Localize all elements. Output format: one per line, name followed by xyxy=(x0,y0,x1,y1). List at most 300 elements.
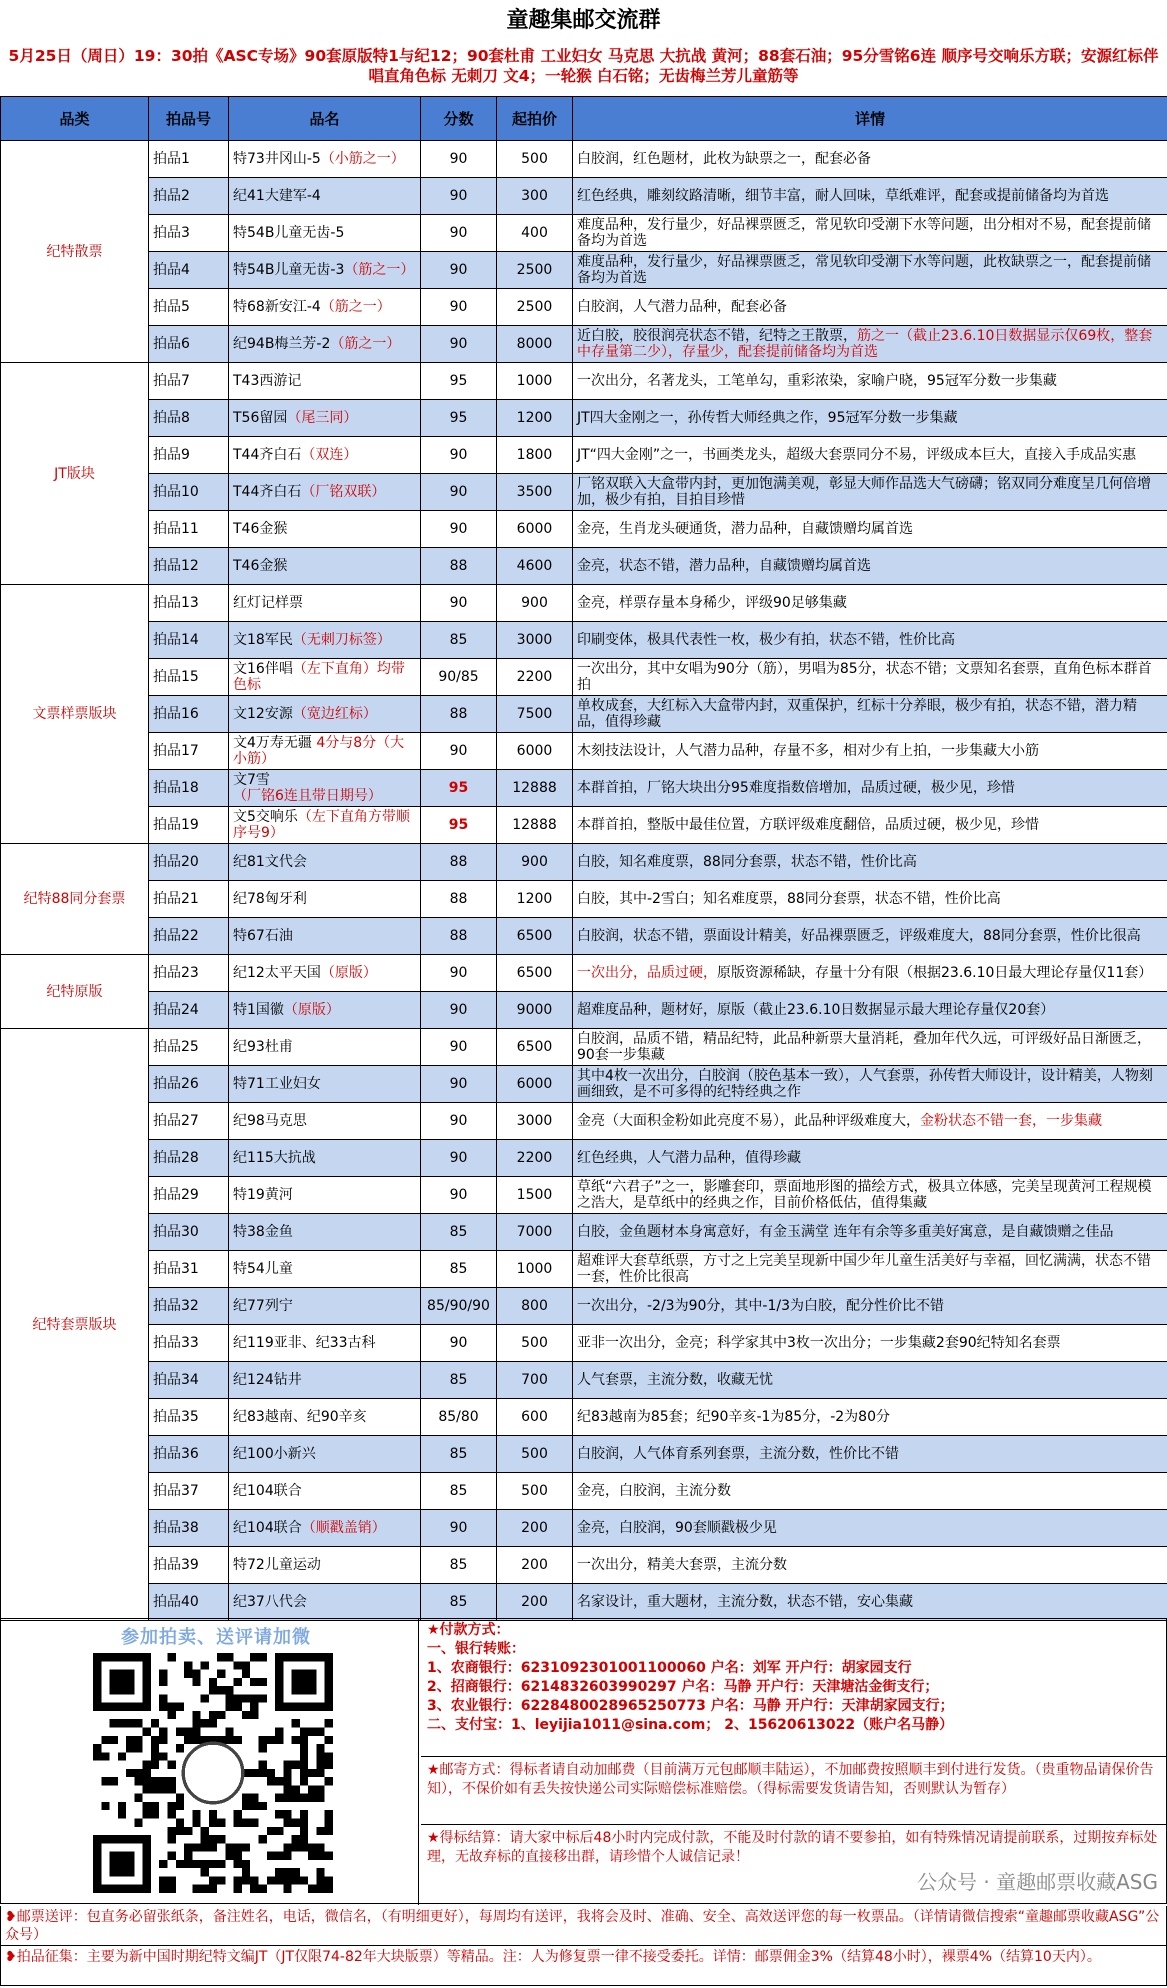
lot-name-cell xyxy=(229,548,421,585)
lot-name: 纪81文代会 xyxy=(233,854,307,870)
lot-detail-cell xyxy=(573,918,1167,955)
lot-detail: 印刷变体，极具代表性一枚，极少有拍，状态不错，性价比高 xyxy=(577,632,955,648)
lot-start-price: 2500 xyxy=(497,252,573,289)
lot-name-cell xyxy=(229,955,421,992)
lot-detail: 本群首拍，整版中最佳位置，方联评级难度翻倍，品质过硬，极少见，珍惜 xyxy=(577,817,1039,833)
lot-score: 88 xyxy=(421,918,497,955)
lot-score: 90 xyxy=(421,1510,497,1547)
lot-detail-cell xyxy=(573,1436,1167,1473)
lot-number: 拍品14 xyxy=(149,622,229,659)
lot-name-cell xyxy=(229,918,421,955)
lot-start-price: 1200 xyxy=(497,881,573,918)
lot-number: 拍品7 xyxy=(149,363,229,400)
lot-name: 纪93杜甫 xyxy=(233,1039,293,1055)
lot-number: 拍品13 xyxy=(149,585,229,622)
lot-score: 90 xyxy=(421,215,497,252)
lot-name: 特73井冈山-5 xyxy=(233,151,321,167)
table-row xyxy=(1,1399,1167,1436)
lot-name: 红灯记样票 xyxy=(233,595,303,611)
lot-detail: 难度品种，发行量少，好品裸票匮乏，常见软印受潮下水等问题，出分相对不易，配套提前储备均为首选 xyxy=(577,217,1151,249)
lot-name-cell xyxy=(229,511,421,548)
lot-number: 拍品1 xyxy=(149,141,229,178)
lot-start-price: 7000 xyxy=(497,1214,573,1251)
lot-name-cell xyxy=(229,585,421,622)
lot-detail-cell xyxy=(573,955,1167,992)
table-row xyxy=(1,1436,1167,1473)
lot-score: 85/90/90 xyxy=(421,1288,497,1325)
lot-detail: 厂铭双联入大盒带内封，更加饱满美观，彰显大师作品选大气磅礴；铭双同分难度呈几何倍增加，极少有拍，目拍目珍惜 xyxy=(577,476,1151,508)
table-row xyxy=(1,659,1167,696)
lot-note: （无刺刀标签） xyxy=(292,632,391,648)
lot-detail: 金亮，状态不错，潜力品种，自藏馈赠均属首选 xyxy=(577,558,871,574)
table-row xyxy=(1,1251,1167,1288)
lot-start-price: 8000 xyxy=(497,326,573,363)
lot-number: 拍品22 xyxy=(149,918,229,955)
table-row xyxy=(1,363,1167,400)
table-row xyxy=(1,178,1167,215)
lot-start-price: 1000 xyxy=(497,363,573,400)
table-row xyxy=(1,1473,1167,1510)
lot-detail-cell xyxy=(573,400,1167,437)
lot-score: 95 xyxy=(421,363,497,400)
lot-score: 90 xyxy=(421,178,497,215)
lot-score: 95 xyxy=(421,807,497,844)
lot-name-cell xyxy=(229,1325,421,1362)
lot-name: 特54B儿童无齿-3 xyxy=(233,262,345,278)
lot-detail: 金亮，白胶润，90套顺戳极少见 xyxy=(577,1520,777,1536)
lot-score: 90 xyxy=(421,1066,497,1103)
col-header-score: 分数 xyxy=(421,97,497,141)
lot-name-cell xyxy=(229,1103,421,1140)
lot-detail: 白胶，知名难度票，88同分套票，状态不错，性价比高 xyxy=(577,854,917,870)
lot-detail-cell xyxy=(573,363,1167,400)
lot-start-price: 500 xyxy=(497,1325,573,1362)
lot-name-cell xyxy=(229,141,421,178)
table-row xyxy=(1,511,1167,548)
lot-start-price: 6500 xyxy=(497,1029,573,1066)
lot-detail: 超难评大套草纸票，方寸之上完美呈现新中国少年儿童生活美好与幸福，回忆满满，状态不错一套，性价比很高 xyxy=(577,1253,1151,1285)
lot-score: 85 xyxy=(421,1214,497,1251)
lot-start-price: 2200 xyxy=(497,659,573,696)
table-row xyxy=(1,1029,1167,1066)
table-row xyxy=(1,215,1167,252)
lot-start-price: 2500 xyxy=(497,289,573,326)
lot-start-price: 500 xyxy=(497,141,573,178)
lot-detail: 白胶润，人气潜力品种，配套必备 xyxy=(577,299,787,315)
footer-submit-grading: ❥邮票送评：包直务必留张纸条，备注姓名，电话，微信名，（有明细更好），每周均有送评，我将会及时、准确、安全、高效送评您的每一枚票品。（详情请微信搜索“童趣邮票收藏ASG”公众号） xyxy=(0,1906,1167,1946)
lot-detail-cell xyxy=(573,437,1167,474)
lot-detail: 一次出分，精美大套票，主流分数 xyxy=(577,1557,787,1573)
lot-score: 85 xyxy=(421,1547,497,1584)
lot-name-cell xyxy=(229,659,421,696)
table-row xyxy=(1,1584,1167,1621)
lot-score: 90 xyxy=(421,511,497,548)
lot-number: 拍品30 xyxy=(149,1214,229,1251)
lot-name: 纪78匈牙利 xyxy=(233,891,307,907)
lot-name: T44齐白石 xyxy=(233,484,302,500)
lot-note: （顺戳盖销） xyxy=(301,1520,386,1536)
lot-number: 拍品4 xyxy=(149,252,229,289)
lot-start-price: 200 xyxy=(497,1547,573,1584)
lot-name: 纪12太平天国 xyxy=(233,965,321,981)
lot-detail-cell xyxy=(573,807,1167,844)
lot-name-cell xyxy=(229,1510,421,1547)
lot-detail-cell xyxy=(573,474,1167,511)
lot-detail: 纪83越南为85套；纪90辛亥-1为85分，-2为80分 xyxy=(577,1409,890,1425)
lot-detail: 本群首拍，厂铭大块出分95难度指数倍增加，品质过硬，极少见，珍惜 xyxy=(577,780,1015,796)
category-cell: 文票样票版块 xyxy=(1,585,149,844)
lot-number: 拍品11 xyxy=(149,511,229,548)
lot-name: 特72儿童运动 xyxy=(233,1557,321,1573)
table-row xyxy=(1,289,1167,326)
lot-number: 拍品20 xyxy=(149,844,229,881)
lot-note: （厂铭6连且带日期号） xyxy=(233,788,382,804)
lot-note: （原版） xyxy=(320,965,377,981)
lot-number: 拍品8 xyxy=(149,400,229,437)
lot-detail-extra: 原版资源稀缺，存量十分有限（根据23.6.10日最大理论存量仅11套） xyxy=(717,965,1153,981)
lot-number: 拍品17 xyxy=(149,733,229,770)
lot-detail-cell xyxy=(573,289,1167,326)
lot-name: 纪100小新兴 xyxy=(233,1446,316,1462)
lot-note: 4分与8分（大小筋） xyxy=(233,735,405,767)
lot-number: 拍品26 xyxy=(149,1066,229,1103)
lot-name: 文18军民 xyxy=(233,632,293,648)
table-row xyxy=(1,1177,1167,1214)
lot-name: T43西游记 xyxy=(233,373,302,389)
lot-number: 拍品21 xyxy=(149,881,229,918)
lot-note: （左下直角）均带色标 xyxy=(233,661,405,693)
lot-name: 纪104联合 xyxy=(233,1483,302,1499)
lot-name: 文4万寿无疆 xyxy=(233,735,312,751)
lot-name-cell xyxy=(229,1473,421,1510)
table-row xyxy=(1,400,1167,437)
lot-name-cell xyxy=(229,326,421,363)
lots-table xyxy=(0,96,1167,1621)
lot-detail-cell xyxy=(573,1362,1167,1399)
table-row xyxy=(1,252,1167,289)
lot-name: 纪119亚非、纪33古科 xyxy=(233,1335,376,1351)
lot-detail-cell xyxy=(573,1584,1167,1621)
lot-score: 90 xyxy=(421,585,497,622)
lot-name-cell xyxy=(229,252,421,289)
col-header-lot: 拍品号 xyxy=(149,97,229,141)
lot-start-price: 200 xyxy=(497,1510,573,1547)
lot-number: 拍品40 xyxy=(149,1584,229,1621)
lot-detail-highlight: 一次出分，品质过硬， xyxy=(577,965,717,981)
payment-title: ★付款方式： xyxy=(427,1622,510,1638)
table-row xyxy=(1,1214,1167,1251)
qr-title: 参加拍卖、送评请加微 xyxy=(121,1627,311,1648)
lot-detail-cell xyxy=(573,1251,1167,1288)
lot-detail: JT四大金刚之一，孙传哲大师经典之作，95冠军分数一步集藏 xyxy=(577,410,958,426)
table-row xyxy=(1,1103,1167,1140)
lot-detail-cell xyxy=(573,881,1167,918)
lot-detail: 红色经典，人气潜力品种，值得珍藏 xyxy=(577,1150,801,1166)
lot-detail: 白胶润，红色题材，此枚为缺票之一，配套必备 xyxy=(577,151,871,167)
lot-start-price: 6500 xyxy=(497,955,573,992)
lot-name: 特71工业妇女 xyxy=(233,1076,321,1092)
lot-start-price: 500 xyxy=(497,1436,573,1473)
lots-body xyxy=(1,141,1167,1621)
lot-detail: 亚非一次出分，金亮；科学家其中3枚一次出分；一步集藏2套90纪特知名套票 xyxy=(577,1335,1061,1351)
lot-detail-cell xyxy=(573,992,1167,1029)
lot-score: 95 xyxy=(421,770,497,807)
mail-info: ★邮寄方式：得标者请自动加邮费（目前满万元包邮顺丰陆运），不加邮费按照顺丰到付进行发货。（贵重物品请保价告知），不保价如有丢失按快递公司实际赔偿标准赔偿。（得标需要发货请告知，否则默认为暂存） xyxy=(421,1759,1166,1825)
lot-detail-cell xyxy=(573,1214,1167,1251)
lot-name: 文16伴唱 xyxy=(233,661,293,677)
lot-start-price: 3500 xyxy=(497,474,573,511)
table-row xyxy=(1,1510,1167,1547)
lot-start-price: 6500 xyxy=(497,918,573,955)
lot-detail-cell xyxy=(573,696,1167,733)
lot-detail-cell xyxy=(573,1177,1167,1214)
lot-detail-cell xyxy=(573,844,1167,881)
table-row xyxy=(1,1325,1167,1362)
lot-name-cell xyxy=(229,622,421,659)
lot-start-price: 4600 xyxy=(497,548,573,585)
lot-score: 85/80 xyxy=(421,1399,497,1436)
lot-start-price: 6000 xyxy=(497,511,573,548)
lot-score: 88 xyxy=(421,548,497,585)
lot-start-price: 900 xyxy=(497,585,573,622)
lot-detail-highlight: 筋之一（截止23.6.10日数据显示仅69枚，整套中存量第二少），存量少，配套提前储备均为首选 xyxy=(577,328,1153,360)
lot-detail: 难度品种，发行量少，好品裸票匮乏，常见软印受潮下水等问题，此枚缺票之一，配套提前储备均为首选 xyxy=(577,254,1151,286)
lot-score: 85 xyxy=(421,1436,497,1473)
lot-name-cell xyxy=(229,1251,421,1288)
lot-detail-highlight: 金粉状态不错一套，一步集藏 xyxy=(920,1113,1102,1129)
lot-name-cell xyxy=(229,1140,421,1177)
lot-number: 拍品3 xyxy=(149,215,229,252)
table-row xyxy=(1,1547,1167,1584)
lot-name-cell xyxy=(229,178,421,215)
lot-name-cell xyxy=(229,400,421,437)
table-row xyxy=(1,955,1167,992)
lot-note: （厂铭双联） xyxy=(301,484,386,500)
lot-start-price: 800 xyxy=(497,1288,573,1325)
lot-detail: 白胶，其中-2雪白；知名难度票，88同分套票，状态不错，性价比高 xyxy=(577,891,1001,907)
lot-name-cell xyxy=(229,215,421,252)
lot-start-price: 700 xyxy=(497,1362,573,1399)
qr-section xyxy=(1,1619,419,1905)
lot-number: 拍品33 xyxy=(149,1325,229,1362)
lot-detail: JT“四大金刚”之一，书画类龙头，超级大套票同分不易，评级成本巨大，直接入手成品实惠 xyxy=(577,447,1137,463)
lot-number: 拍品12 xyxy=(149,548,229,585)
lot-detail-cell xyxy=(573,1510,1167,1547)
lot-note: （尾三同） xyxy=(287,410,358,426)
bank-2: 2、招商银行：6214832603990297 户名：马静 开户行：天津塘沽金街支行； xyxy=(427,1679,939,1695)
lot-name: 纪41大建军-4 xyxy=(233,188,321,204)
bank-1: 1、农商银行：6231092301001100060 户名：刘军 开户行：胡家园支行 xyxy=(427,1660,912,1676)
lot-start-price: 12888 xyxy=(497,807,573,844)
lot-note: （双连） xyxy=(301,447,358,463)
table-row xyxy=(1,474,1167,511)
lot-detail-cell xyxy=(573,511,1167,548)
page-title: 童趣集邮交流群 xyxy=(506,8,661,33)
col-header-detail: 详情 xyxy=(573,97,1167,141)
lot-name-cell xyxy=(229,1066,421,1103)
lot-note: （筋之一） xyxy=(330,336,401,352)
table-row xyxy=(1,770,1167,807)
col-header-price: 起拍价 xyxy=(497,97,573,141)
lot-note: （小筋之一） xyxy=(320,151,405,167)
lot-start-price: 1500 xyxy=(497,1177,573,1214)
lot-detail: 木刻技法设计，人气潜力品种，存量不多，相对少有上拍，一步集藏大小筋 xyxy=(577,743,1039,759)
lot-score: 90 xyxy=(421,733,497,770)
lot-detail: 金亮，白胶润，主流分数 xyxy=(577,1483,731,1499)
watermark: 公众号 · 童趣邮票收藏ASG xyxy=(917,1870,1158,1894)
lot-detail: 其中4枚一次出分，白胶润（胶色基本一致），人气套票，孙传哲大师设计，设计精美，人物刻画细致，是不可多得的纪特经典之作 xyxy=(577,1068,1153,1100)
lot-number: 拍品15 xyxy=(149,659,229,696)
lot-number: 拍品39 xyxy=(149,1547,229,1584)
lot-detail: 一次出分，其中女唱为90分（筋），男唱为85分，状态不错；文票知名套票，直角色标本群首拍 xyxy=(577,661,1152,693)
lot-name-cell xyxy=(229,1177,421,1214)
payment-section xyxy=(421,1619,1166,1905)
lot-name-cell xyxy=(229,992,421,1029)
footer-lot-collection: ❥拍品征集：主要为新中国时期纪特文编JT（JT仅限74-82年大块版票）等精品。注：人为修复票一律不接受委托。详情：邮票佣金3%（结算48小时），裸票4%（结算10天内）。 xyxy=(0,1946,1167,1986)
lot-score: 90 xyxy=(421,437,497,474)
lot-start-price: 600 xyxy=(497,1399,573,1436)
lot-detail-cell xyxy=(573,178,1167,215)
lot-note: （原版） xyxy=(283,1002,340,1018)
lot-name: 纪124钻井 xyxy=(233,1372,302,1388)
alipay-info: 二、支付宝：1、leyijia1011@sina.com； 2、15620613022（账户名马静） xyxy=(427,1717,954,1733)
lot-detail-cell xyxy=(573,141,1167,178)
lot-name-cell xyxy=(229,474,421,511)
lot-number: 拍品10 xyxy=(149,474,229,511)
lot-number: 拍品37 xyxy=(149,1473,229,1510)
table-row xyxy=(1,992,1167,1029)
lot-number: 拍品28 xyxy=(149,1140,229,1177)
lot-detail-cell xyxy=(573,659,1167,696)
category-cell: 纪特原版 xyxy=(1,955,149,1029)
lot-detail: 红色经典，雕刻纹路清晰，细节丰富，耐人回味，草纸难评，配套或提前储备均为首选 xyxy=(577,188,1109,204)
lot-start-price: 7500 xyxy=(497,696,573,733)
lot-name-cell xyxy=(229,1547,421,1584)
lot-number: 拍品29 xyxy=(149,1177,229,1214)
lot-score: 85 xyxy=(421,1251,497,1288)
lot-detail: 草纸“六君子”之一，影雕套印，票面地形图的描绘方式，极具立体感，完美呈现黄河工程规模之浩大，是草纸中的经典之作，目前价格低估，值得集藏 xyxy=(577,1179,1152,1211)
lot-name: 特54儿童 xyxy=(233,1261,293,1277)
lot-detail-cell xyxy=(573,252,1167,289)
lot-name-cell xyxy=(229,1584,421,1621)
lot-score: 90 xyxy=(421,955,497,992)
lot-detail: 白胶润，状态不错，票面设计精美，好品裸票匮乏，评级难度大，88同分套票，性价比很高 xyxy=(577,928,1141,944)
lot-name: T56留园 xyxy=(233,410,288,426)
lot-name: 特67石油 xyxy=(233,928,293,944)
lot-name: 纪77列宁 xyxy=(233,1298,293,1314)
lot-score: 85 xyxy=(421,1362,497,1399)
lot-start-price: 2200 xyxy=(497,1140,573,1177)
lot-number: 拍品16 xyxy=(149,696,229,733)
table-row xyxy=(1,844,1167,881)
lot-detail: 白胶，金鱼题材本身寓意好，有金玉满堂 连年有余等多重美好寓意，是自藏馈赠之佳品 xyxy=(577,1224,1114,1240)
lot-score: 90 xyxy=(421,1177,497,1214)
auction-subtitle: 5月25日（周日）19：30拍《ASC专场》90套原版特1与纪12；90套杜甫 工业妇女 马克思 大抗战 黄河；88套石油；95分雪铭6连 顺序号交响乐方联；安源红标伴唱直角色标 无刺刀 文4；一轮猴 白石铭；无齿梅兰芳儿童筋等 xyxy=(8,47,1159,85)
lot-number: 拍品18 xyxy=(149,770,229,807)
lot-detail-cell xyxy=(573,1325,1167,1362)
lot-start-price: 12888 xyxy=(497,770,573,807)
lot-detail-cell xyxy=(573,1140,1167,1177)
lot-detail-cell xyxy=(573,1399,1167,1436)
table-row xyxy=(1,622,1167,659)
lot-name: 特19黄河 xyxy=(233,1187,293,1203)
lot-name-cell xyxy=(229,289,421,326)
lot-start-price: 1200 xyxy=(497,400,573,437)
lot-detail-cell xyxy=(573,622,1167,659)
lot-detail-cell xyxy=(573,1103,1167,1140)
lot-name-cell xyxy=(229,1214,421,1251)
lot-number: 拍品9 xyxy=(149,437,229,474)
lot-detail-cell xyxy=(573,1547,1167,1584)
table-row xyxy=(1,1140,1167,1177)
lot-name: 特54B儿童无齿-5 xyxy=(233,225,345,241)
lot-name: 纪94B梅兰芳-2 xyxy=(233,336,331,352)
lot-name: 纪98马克思 xyxy=(233,1113,307,1129)
lot-note: （宽边红标） xyxy=(292,706,377,722)
lot-start-price: 9000 xyxy=(497,992,573,1029)
lot-number: 拍品34 xyxy=(149,1362,229,1399)
lot-start-price: 200 xyxy=(497,1584,573,1621)
lot-name-cell xyxy=(229,807,421,844)
lot-name: T44齐白石 xyxy=(233,447,302,463)
lot-score: 90/85 xyxy=(421,659,497,696)
lot-number: 拍品35 xyxy=(149,1399,229,1436)
lot-detail: 名家设计，重大题材，主流分数，状态不错，安心集藏 xyxy=(577,1594,913,1610)
lot-detail: 近白胶，胶很润亮状态不错，纪特之王散票， xyxy=(577,328,857,344)
lot-score: 88 xyxy=(421,844,497,881)
lot-note: （筋之一） xyxy=(344,262,415,278)
lot-note: （筋之一） xyxy=(320,299,391,315)
lot-note: （左下直角方带顺序号9） xyxy=(233,809,410,841)
lot-start-price: 1800 xyxy=(497,437,573,474)
lot-name-cell xyxy=(229,1029,421,1066)
table-row xyxy=(1,585,1167,622)
table-row xyxy=(1,807,1167,844)
lot-detail: 单枚成套，大红标入大盒带内封，双重保护，红标十分养眼，极少有拍，状态不错，潜力精品，值得珍藏 xyxy=(577,698,1137,730)
lot-detail: 一次出分，名著龙头，工笔单勾，重彩浓染，家喻户晓，95冠军分数一步集藏 xyxy=(577,373,1057,389)
lot-score: 90 xyxy=(421,1103,497,1140)
lot-score: 88 xyxy=(421,881,497,918)
lot-detail: 金亮，生肖龙头硬通货，潜力品种，自藏馈赠均属首选 xyxy=(577,521,913,537)
lot-name: 纪37八代会 xyxy=(233,1594,307,1610)
wechat-qr-code[interactable] xyxy=(93,1653,333,1893)
lot-score: 90 xyxy=(421,1140,497,1177)
lot-name: 文5交响乐 xyxy=(233,809,298,825)
lot-detail-cell xyxy=(573,1029,1167,1066)
lot-score: 90 xyxy=(421,289,497,326)
lot-name: 文7雪 xyxy=(233,772,270,788)
lot-number: 拍品36 xyxy=(149,1436,229,1473)
bank-title: 一、银行转账： xyxy=(427,1641,525,1657)
lot-detail-cell xyxy=(573,1288,1167,1325)
lot-name-cell xyxy=(229,733,421,770)
settle-info: ★得标结算：请大家中标后48小时内完成付款，不能及时付款的请不要参拍，如有特殊情况请提前联系，过期按弃标处理，无故弃标的直接移出群，请珍惜个人诚信记录！ xyxy=(427,1830,1158,1865)
lot-detail-cell xyxy=(573,215,1167,252)
lot-number: 拍品31 xyxy=(149,1251,229,1288)
lot-number: 拍品23 xyxy=(149,955,229,992)
lot-detail: 金亮（大面积金粉如此亮度不易），此品种评级难度大， xyxy=(577,1113,920,1129)
lot-number: 拍品25 xyxy=(149,1029,229,1066)
lot-name-cell xyxy=(229,844,421,881)
lot-score: 85 xyxy=(421,1473,497,1510)
lot-name: 纪83越南、纪90辛亥 xyxy=(233,1409,367,1425)
lot-detail: 一次出分，-2/3为90分，其中-1/3为白胶，配分性价比不错 xyxy=(577,1298,944,1314)
table-row xyxy=(1,918,1167,955)
lot-start-price: 400 xyxy=(497,215,573,252)
lot-name-cell xyxy=(229,881,421,918)
table-row xyxy=(1,141,1167,178)
table-row xyxy=(1,733,1167,770)
